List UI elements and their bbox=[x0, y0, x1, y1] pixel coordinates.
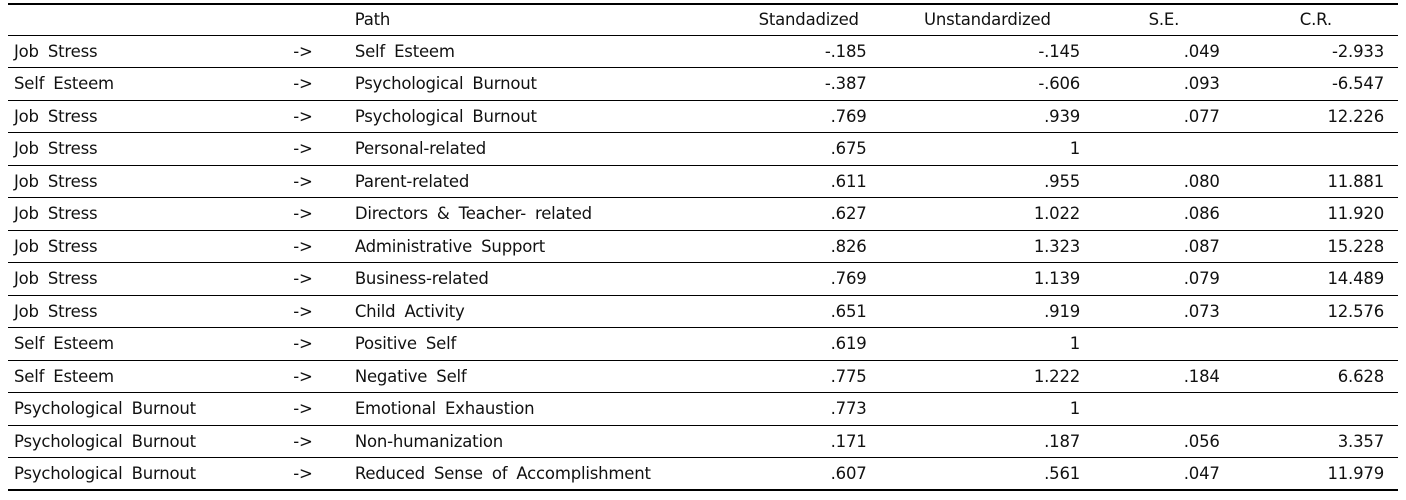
cell-to: Psychological Burnout bbox=[349, 68, 737, 101]
cell-se bbox=[1094, 393, 1234, 426]
cell-standardized: .775 bbox=[737, 360, 881, 393]
cell-unstandardized: -.145 bbox=[881, 35, 1095, 68]
cell-unstandardized: 1.139 bbox=[881, 263, 1095, 296]
table-header bbox=[8, 4, 1398, 35]
table-row bbox=[8, 328, 1398, 361]
table-row bbox=[8, 165, 1398, 198]
cell-arrow: -> bbox=[289, 295, 349, 328]
table-row bbox=[8, 295, 1398, 328]
cell-se: .073 bbox=[1094, 295, 1234, 328]
cell-cr bbox=[1234, 393, 1398, 426]
cell-from: Psychological Burnout bbox=[8, 458, 289, 491]
cell-standardized: .619 bbox=[737, 328, 881, 361]
cell-unstandardized: 1.022 bbox=[881, 198, 1095, 231]
cell-unstandardized: 1.323 bbox=[881, 230, 1095, 263]
table-body bbox=[8, 35, 1398, 490]
table-row bbox=[8, 198, 1398, 231]
table-row bbox=[8, 425, 1398, 458]
table-row bbox=[8, 100, 1398, 133]
cell-arrow: -> bbox=[289, 360, 349, 393]
cell-se: .049 bbox=[1094, 35, 1234, 68]
table-row bbox=[8, 68, 1398, 101]
table-row bbox=[8, 263, 1398, 296]
cell-to: Business-related bbox=[349, 263, 737, 296]
cell-arrow: -> bbox=[289, 68, 349, 101]
cell-arrow: -> bbox=[289, 198, 349, 231]
cell-se bbox=[1094, 328, 1234, 361]
cell-unstandardized: .187 bbox=[881, 425, 1095, 458]
cell-se: .087 bbox=[1094, 230, 1234, 263]
cell-unstandardized: 1 bbox=[881, 328, 1095, 361]
cell-arrow: -> bbox=[289, 458, 349, 491]
cell-se: .077 bbox=[1094, 100, 1234, 133]
cell-standardized: .171 bbox=[737, 425, 881, 458]
cell-from: Job Stress bbox=[8, 230, 289, 263]
cell-unstandardized: .955 bbox=[881, 165, 1095, 198]
cell-arrow: -> bbox=[289, 165, 349, 198]
cell-unstandardized: 1 bbox=[881, 393, 1095, 426]
cell-to: Emotional Exhaustion bbox=[349, 393, 737, 426]
cell-arrow: -> bbox=[289, 393, 349, 426]
cell-cr: 6.628 bbox=[1234, 360, 1398, 393]
cell-to: Psychological Burnout bbox=[349, 100, 737, 133]
cell-unstandardized: .919 bbox=[881, 295, 1095, 328]
cell-from: Psychological Burnout bbox=[8, 425, 289, 458]
header-se: S.E. bbox=[1094, 4, 1234, 35]
cell-cr bbox=[1234, 328, 1398, 361]
cell-to: Administrative Support bbox=[349, 230, 737, 263]
cell-from: Job Stress bbox=[8, 35, 289, 68]
table-row bbox=[8, 35, 1398, 68]
table-row bbox=[8, 230, 1398, 263]
cell-from: Job Stress bbox=[8, 198, 289, 231]
cell-se: .079 bbox=[1094, 263, 1234, 296]
cell-cr: -2.933 bbox=[1234, 35, 1398, 68]
cell-arrow: -> bbox=[289, 100, 349, 133]
cell-standardized: .769 bbox=[737, 100, 881, 133]
cell-from: Job Stress bbox=[8, 295, 289, 328]
header-unstandardized: Unstandardized bbox=[881, 4, 1095, 35]
cell-arrow: -> bbox=[289, 328, 349, 361]
path-coefficients-table bbox=[8, 3, 1398, 491]
cell-cr: 12.226 bbox=[1234, 100, 1398, 133]
cell-from: Job Stress bbox=[8, 165, 289, 198]
cell-standardized: .627 bbox=[737, 198, 881, 231]
cell-to: Personal-related bbox=[349, 133, 737, 166]
cell-arrow: -> bbox=[289, 263, 349, 296]
cell-to: Negative Self bbox=[349, 360, 737, 393]
table-row bbox=[8, 360, 1398, 393]
cell-cr: 14.489 bbox=[1234, 263, 1398, 296]
cell-standardized: .769 bbox=[737, 263, 881, 296]
cell-standardized: -.387 bbox=[737, 68, 881, 101]
cell-se: .086 bbox=[1094, 198, 1234, 231]
cell-se bbox=[1094, 133, 1234, 166]
cell-from: Self Esteem bbox=[8, 68, 289, 101]
header-path: Path bbox=[8, 4, 737, 35]
cell-from: Self Esteem bbox=[8, 328, 289, 361]
cell-standardized: .611 bbox=[737, 165, 881, 198]
cell-arrow: -> bbox=[289, 425, 349, 458]
cell-se: .080 bbox=[1094, 165, 1234, 198]
cell-from: Psychological Burnout bbox=[8, 393, 289, 426]
cell-to: Directors & Teacher- related bbox=[349, 198, 737, 231]
header-row bbox=[8, 4, 1398, 35]
cell-standardized: .826 bbox=[737, 230, 881, 263]
cell-cr: 12.576 bbox=[1234, 295, 1398, 328]
cell-unstandardized: -.606 bbox=[881, 68, 1095, 101]
cell-from: Self Esteem bbox=[8, 360, 289, 393]
cell-standardized: .675 bbox=[737, 133, 881, 166]
cell-cr: 3.357 bbox=[1234, 425, 1398, 458]
cell-unstandardized: .939 bbox=[881, 100, 1095, 133]
cell-cr: 11.979 bbox=[1234, 458, 1398, 491]
cell-cr: 11.881 bbox=[1234, 165, 1398, 198]
cell-to: Parent-related bbox=[349, 165, 737, 198]
table-row bbox=[8, 393, 1398, 426]
cell-to: Child Activity bbox=[349, 295, 737, 328]
header-standardized: Standadized bbox=[737, 4, 881, 35]
cell-standardized: .651 bbox=[737, 295, 881, 328]
cell-to: Self Esteem bbox=[349, 35, 737, 68]
cell-to: Reduced Sense of Accomplishment bbox=[349, 458, 737, 491]
table-row bbox=[8, 458, 1398, 491]
cell-arrow: -> bbox=[289, 35, 349, 68]
cell-unstandardized: 1 bbox=[881, 133, 1095, 166]
cell-standardized: .607 bbox=[737, 458, 881, 491]
cell-unstandardized: 1.222 bbox=[881, 360, 1095, 393]
cell-standardized: -.185 bbox=[737, 35, 881, 68]
cell-cr: -6.547 bbox=[1234, 68, 1398, 101]
cell-to: Positive Self bbox=[349, 328, 737, 361]
cell-standardized: .773 bbox=[737, 393, 881, 426]
cell-from: Job Stress bbox=[8, 133, 289, 166]
cell-to: Non-humanization bbox=[349, 425, 737, 458]
cell-from: Job Stress bbox=[8, 100, 289, 133]
cell-se: .056 bbox=[1094, 425, 1234, 458]
cell-from: Job Stress bbox=[8, 263, 289, 296]
cell-unstandardized: .561 bbox=[881, 458, 1095, 491]
cell-arrow: -> bbox=[289, 133, 349, 166]
header-cr: C.R. bbox=[1234, 4, 1398, 35]
cell-se: .184 bbox=[1094, 360, 1234, 393]
cell-cr bbox=[1234, 133, 1398, 166]
cell-arrow: -> bbox=[289, 230, 349, 263]
table-row bbox=[8, 133, 1398, 166]
cell-cr: 11.920 bbox=[1234, 198, 1398, 231]
cell-se: .047 bbox=[1094, 458, 1234, 491]
cell-cr: 15.228 bbox=[1234, 230, 1398, 263]
cell-se: .093 bbox=[1094, 68, 1234, 101]
